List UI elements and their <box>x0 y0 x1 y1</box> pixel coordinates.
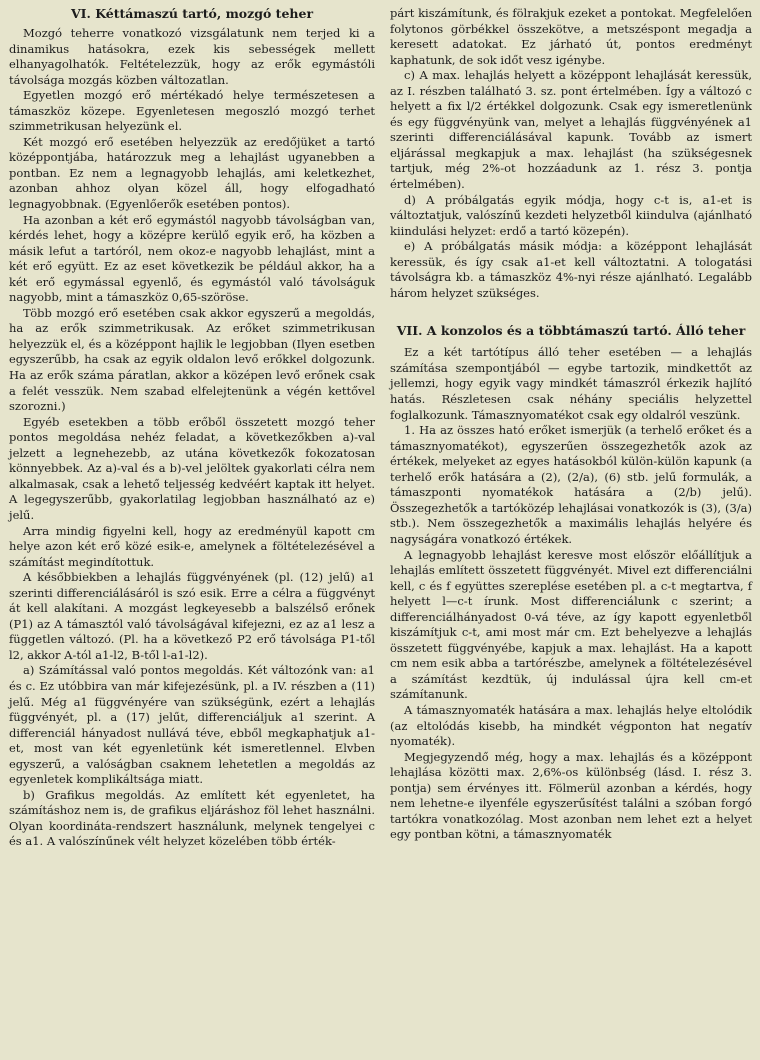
paragraph: A későbbiekben a lehajlás függvényének (pl. (12) jelű) a1 szerinti differenciálásáról is szó esik. Erre a célra a függvényt át kell alakítani. A mozgást legkeyesebb a balszélső erőnek (P1) az A támasztól való távolságával kifejezni, ez az a1 lesz a független változó. (Pl. ha a következő P2 erő távolsága P1-től l2, akkor A-tól a1-l2, B-től l-a1-l2). <box>9 570 375 662</box>
section-spacer <box>390 301 752 323</box>
section-heading-vii: VII. A konzolos és a többtámaszú tartó. Álló teher <box>396 323 746 339</box>
section-heading-vi: VI. Kéttámaszú tartó, mozgó teher <box>70 6 314 21</box>
paragraph: Egyetlen mozgó erő mértékadó helye természetesen a támaszköz közepe. Egyenletesen megoszló mozgó terhet szimmetrikusan helyezünk el. <box>9 88 375 134</box>
paragraph: c) A max. lehajlás helyett a középpont lehajlását keressük, az I. részben található 3. sz. pont értelmében. Így a változó c helyett a fix l/2 értékkel dolgozunk. Csak egy ismeretlenünk és egy függvényünk van, melyet a lehajlás függvényének a1 szerinti differenciálásával kapunk. Tovább az ismert eljárással megkapjuk a max. lehajlást (ha szükségesnek tartjuk, még 2%-ot hozzáadunk az 1. rész 3. pontja értelmében). <box>390 68 752 192</box>
paragraph: Ha azonban a két erő egymástól nagyobb távolságban van, kérdés lehet, hogy a középre kerülő egyik erő, ha közben a másik lefut a tartóról, nem okoz-e nagyobb lehajlást, mint a két erő együtt. Ez az eset következik be például akkor, ha a két erő egymással egyenlő, és egymástól való távolságuk nagyobb, mint a támaszköz 0,65-szöröse. <box>9 212 375 305</box>
paragraph: d) A próbálgatás egyik módja, hogy c-t is, a1-et is változtatjuk, valószínű kezdeti helyzetből kiindulva (ajánlható kiindulási helyzet: erdő a tartó közepén). <box>390 192 752 238</box>
paragraph: Ez a két tartótípus álló teher esetében — a lehajlás számítása szempontjából — egybe tartozik, mindkettőt az jellemzi, hogy egyik vagy mindkét támaszról érkezik hajlító hatás. Részletesen csak néhány speciális helyzettel foglalkozunk. Támasznyomatékot csak egy oldalról veszünk. <box>390 345 752 422</box>
paragraph: Két mozgó erő esetében helyezzük az eredőjüket a tartó középpontjába, határozzuk meg a lehajlást ugyanebben a pontban. Ez nem a legnagyobb lehajlás, ami keletkezhet, azonban ahhoz olyan közel áll, hogy elfogadható legnagyobbnak. (Egyenlőerők esetében pontos). <box>9 134 375 212</box>
paragraph: a) Számítással való pontos megoldás. Két változónk van: a1 és c. Ez utóbbira van már kifejezésünk, pl. a IV. részben a (11) jelű. Még a1 függvényére van szükségünk, ezért a lehajlás függvényét, pl. a (17) jelűt, differenciáljuk a1 szerint. A differenciál hányadost nullává téve, ebből megkaphatjuk a1-et, most van két egyenletünk két ismeretlennel. Elvben egyszerű, a valóságban csaknem lehetetlen a megoldás az egyenletek komplikáltsága miatt. <box>9 663 375 787</box>
paragraph: Arra mindig figyelni kell, hogy az eredményül kapott cm helye azon két erő közé esik-e, amelynek a föltételezésével a számítást megindítottuk. <box>9 523 375 569</box>
paragraph: Mozgó teherre vonatkozó vizsgálatunk nem terjed ki a dinamikus hatásokra, ezek kis sebességek mellett elhanyagolhatók. Feltételezzük, hogy az erők egymástóli távolsága mozgás közben változatlan. <box>9 26 375 87</box>
paragraph: párt kiszámítunk, és fölrakjuk ezeket a pontokat. Megfelelően folytonos görbékkel összekötve, a metszéspont megadja a keresett adatokat. Ez járható út, pontos eredményt kaphatunk, de sok időt vesz igénybe. <box>390 6 752 67</box>
paragraph: A legnagyobb lehajlást keresve most először előállítjuk a lehajlás említett összetett függvényét. Mivel ezt differenciálni kell, c és f együttes szereplése esetében pl. a c-t megtartva, f helyett l—c-t írunk. Most differenciálunk c szerint; a differenciálhányadost 0-vá téve, az így kapott egyenletből kiszámítjuk c-t, ami most már cm. Ezt behelyezve a lehajlás összetett függvényébe, kapjuk a max. lehajlást. Ha a kapott cm nem esik abba a tartórészbe, amelynek a föltételezésével a számítást kezdtük, új indulással újra kell cm-et számítanunk. <box>390 547 752 702</box>
paragraph: Megjegyzendő még, hogy a max. lehajlás és a középpont lehajlása közötti max. 2,6%-os különbség (lásd. I. rész 3. pontja) sem érvényes itt. Fölmerül azonban a kérdés, hogy nem lehetne-e ilyenféle egyszerűsítést találni a szóban forgó tartókra vonatkozólag. Most azonban nem lehet ezt a helyet egy pontban kötni, a támasznyomaték <box>390 749 752 842</box>
paragraph: 1. Ha az összes ható erőket ismerjük (a terhelő erőket és a támasznyomatékot), egyszerűen összegezhetők azok az értékek, melyeket az egyes hatásokból külön-külön kapunk (a terhelő erők hatására a (2), (2/a), (6) stb. jelű formulák, a támaszponti nyomatékok hatására a (2/b) jelű). Összegezhetők a tartóközép lehajlásai vonatkozók is (3), (3/a) stb.). Nem összegezhetők a maximális lehajlás helyére és nagyságára vonatkozó értékek. <box>390 423 752 546</box>
paragraph: e) A próbálgatás másik módja: a középpont lehajlását keressük, és így csak a1-et kell változtatni. A tologatási távolságra kb. a támaszköz 4%-nyi része ajánlható. Legalább három helyzet szükséges. <box>390 239 752 300</box>
paragraph: Egyéb esetekben a több erőből összetett mozgó teher pontos megoldása nehéz feladat, a következőkben a)-val jelzett a legnehezebb, az utána következők fokozatosan könnyebbek. Az a)-val és a b)-vel jelöltek gyakorlati célra nem alkalmasak, csak a lehető teljesség kedvéért kaptak itt helyet. A legegyszerűbb, gyakorlatilag legjobban használható az e) jelű. <box>9 414 375 522</box>
left-column <box>9 6 375 1060</box>
right-column <box>390 6 752 1060</box>
paragraph: Több mozgó erő esetében csak akkor egyszerű a megoldás, ha az erők szimmetrikusak. Az erőket szimmetrikusan helyezzük el, és a középpont hajlik le legjobban (Ilyen esetben egyszerűbb, ha csak az egyik oldalon levő erőkkel dolgozunk. Ha az erők száma páratlan, akkor a középen levő erőnek csak a felét vesszük. Nem szabad elfelejtenünk a végén kettővel szorozni.) <box>9 305 375 414</box>
paragraph: A támasznyomaték hatására a max. lehajlás helye eltolódik (az eltolódás kisebb, ha mindkét végponton hat negatív nyomaték). <box>390 702 752 749</box>
paragraph: b) Grafikus megoldás. Az említett két egyenletet, ha számításhoz nem is, de grafikus eljáráshoz föl lehet használni. Olyan koordináta-rendszert használunk, melynek tengelyei c és a1. A valószínűnek vélt helyzet közelében több érték- <box>9 787 375 849</box>
